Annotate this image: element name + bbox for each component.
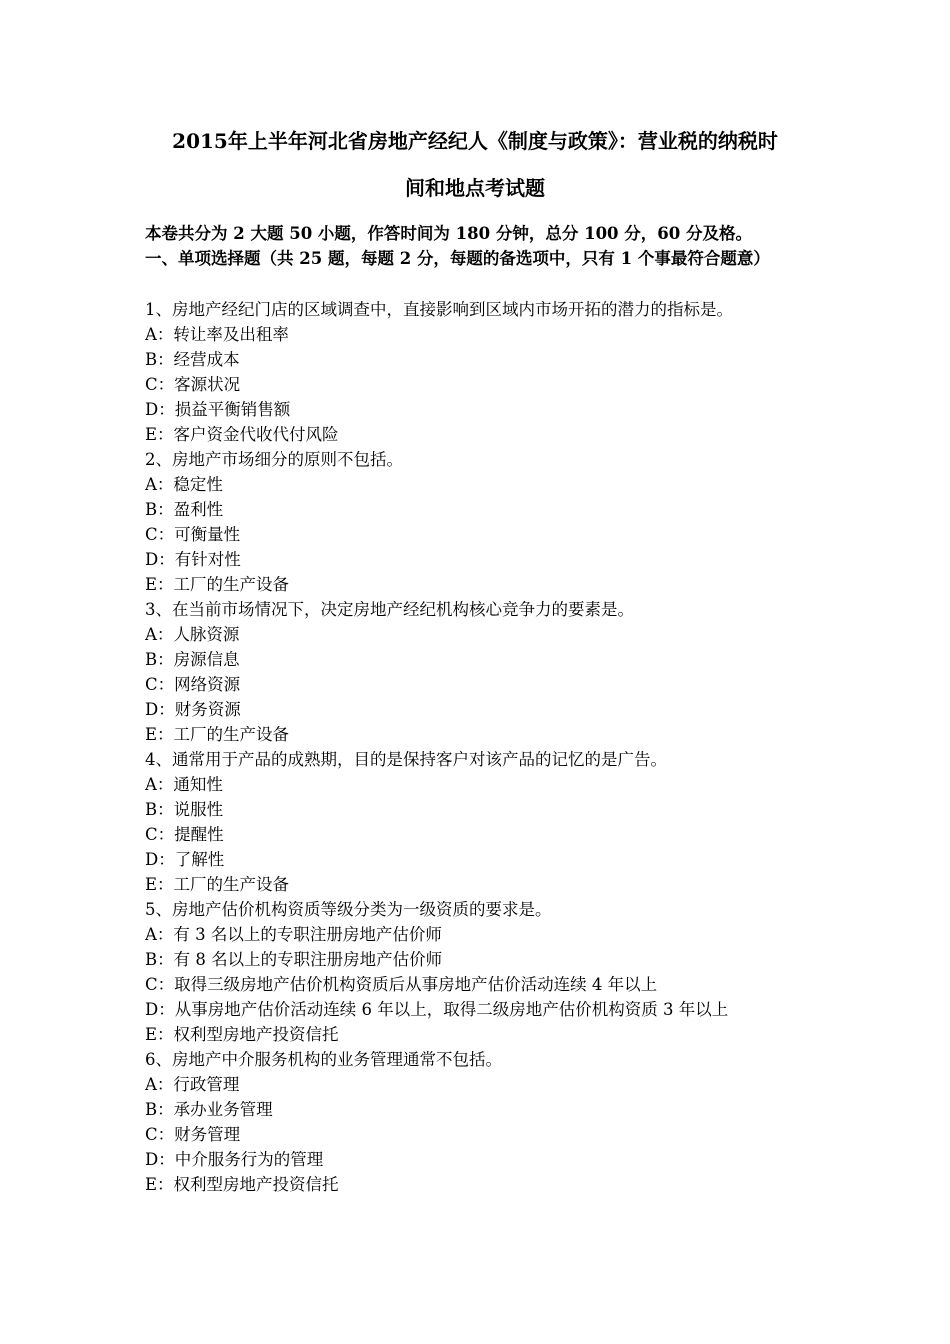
option-a: A：行政管理 [145,1075,240,1094]
option-c: C：取得三级房地产估价机构资质后从事房地产估价活动连续 4 年以上 [145,975,658,994]
option-d: D：财务资源 [145,700,241,719]
question-stem: 4、通常用于产品的成熟期，目的是保持客户对该产品的记忆的是广告。 [145,750,667,769]
option-a: A：有 3 名以上的专职注册房地产估价师 [145,925,442,944]
option-c: C：提醒性 [145,825,224,844]
section-header: 一、单项选择题（共 25 题，每题 2 分，每题的备选项中，只有 1 个事最符合题意） [145,249,770,268]
option-c: C：客源状况 [145,375,241,394]
option-e: E：工厂的生产设备 [145,875,290,894]
option-a: A：通知性 [145,775,223,794]
option-a: A：转让率及出租率 [145,325,289,344]
question-block [145,297,825,447]
exam-intro: 本卷共分为 2 大题 50 小题，作答时间为 180 分钟，总分 100 分，60 分及格。 [145,224,752,243]
option-b: B：房源信息 [145,650,240,669]
option-b: B：说服性 [145,800,224,819]
document-title-line-1: 2015年上半年河北省房地产经纪人《制度与政策》：营业税的纳税时 [172,129,778,153]
option-e: E：权利型房地产投资信托 [145,1175,339,1194]
option-a: A：人脉资源 [145,625,240,644]
option-e: E：权利型房地产投资信托 [145,1025,339,1044]
document-title-line-2: 间和地点考试题 [405,176,545,200]
question-block [145,1047,825,1197]
question-stem: 3、在当前市场情况下，决定房地产经纪机构核心竞争力的要素是。 [145,600,634,619]
question-block [145,597,825,747]
option-d: D：了解性 [145,850,225,869]
option-d: D：有针对性 [145,550,241,569]
question-list [145,297,825,1197]
option-b: B：经营成本 [145,350,240,369]
option-b: B：承办业务管理 [145,1100,273,1119]
option-c: C：财务管理 [145,1125,241,1144]
question-stem: 1、房地产经纪门店的区域调查中，直接影响到区域内市场开拓的潜力的指标是。 [145,300,733,319]
option-d: D：损益平衡销售额 [145,400,291,419]
option-c: C：网络资源 [145,675,241,694]
option-e: E：客户资金代收代付风险 [145,425,339,444]
question-stem: 5、房地产估价机构资质等级分类为一级资质的要求是。 [145,900,552,919]
option-e: E：工厂的生产设备 [145,725,290,744]
question-stem: 2、房地产市场细分的原则不包括。 [145,450,403,469]
option-e: E：工厂的生产设备 [145,575,290,594]
option-b: B：有 8 名以上的专职注册房地产估价师 [145,950,443,969]
option-b: B：盈利性 [145,500,224,519]
option-c: C：可衡量性 [145,525,241,544]
question-block [145,897,825,1047]
option-d: D：从事房地产估价活动连续 6 年以上，取得二级房地产估价机构资质 3 年以上 [145,1000,729,1019]
option-a: A：稳定性 [145,475,223,494]
option-d: D：中介服务行为的管理 [145,1150,324,1169]
question-stem: 6、房地产中介服务机构的业务管理通常不包括。 [145,1050,502,1069]
question-block [145,447,825,597]
question-block [145,747,825,897]
